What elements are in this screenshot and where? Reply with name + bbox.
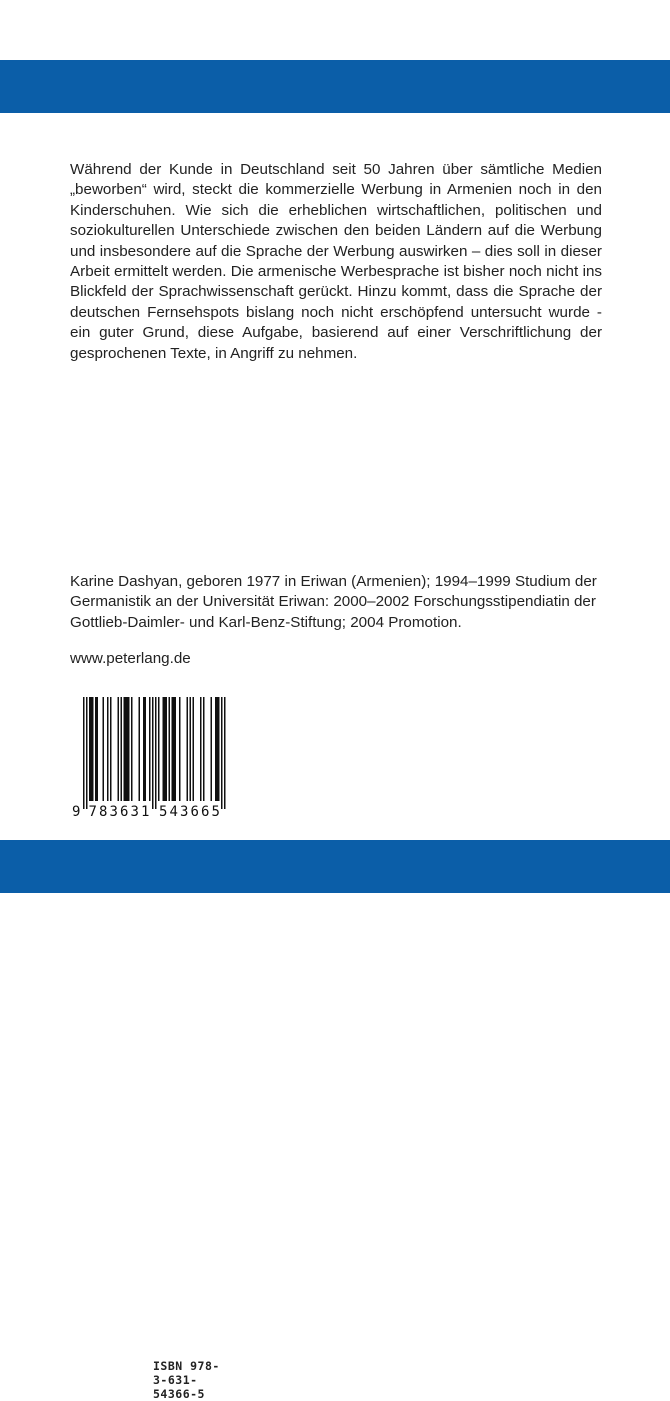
barcode-bar xyxy=(190,697,192,801)
barcode-bar xyxy=(118,697,120,801)
barcode-digit: 5 xyxy=(159,804,168,820)
barcode-digit: 6 xyxy=(201,804,210,820)
isbn-barcode xyxy=(70,678,230,1401)
barcode-bar xyxy=(163,697,165,801)
isbn-label: ISBN 978-3-631-54366-5 xyxy=(153,1359,220,1401)
barcode-bar xyxy=(131,697,133,801)
barcode-bar xyxy=(128,697,130,801)
barcode-bar xyxy=(125,697,127,801)
barcode-bar xyxy=(152,697,154,809)
barcode-bar xyxy=(221,697,223,809)
barcode-digit: 6 xyxy=(120,804,129,820)
barcode-bar xyxy=(107,697,109,801)
bottom-color-band xyxy=(0,840,670,893)
barcode-bar xyxy=(211,697,213,801)
barcode-bar xyxy=(203,697,205,801)
top-color-band xyxy=(0,60,670,113)
barcode-bar xyxy=(97,697,99,801)
barcode-bar xyxy=(224,697,226,809)
barcode-bar xyxy=(155,697,157,809)
barcode-bar xyxy=(95,697,97,801)
barcode-bar xyxy=(158,697,160,801)
barcode-bar xyxy=(127,697,129,801)
barcode-bar xyxy=(145,697,147,801)
barcode-bar xyxy=(175,697,177,801)
barcode-digit: 3 xyxy=(130,804,139,820)
barcode-digit: 5 xyxy=(211,804,220,820)
barcode-bar xyxy=(217,697,219,801)
author-bio: Karine Dashyan, geboren 1977 in Eriwan (Armenien); 1994–1999 Studium der Germanistik an der Universität Eriwan: 2000–2002 Forschungsstipendiatin der Gottlieb-Daimler- und Karl-Benz-Stiftung; 2004 Promotion. xyxy=(70,573,597,631)
barcode-digit: 1 xyxy=(141,804,150,820)
barcode-bar xyxy=(92,697,94,801)
book-blurb: Während der Kunde in Deutschland seit 50 Jahren über sämtliche Medien „beworben“ wird, steckt die kommerzielle Werbung in Armenien noch in den Kinderschuhen. Wie sich die erheblichen wirtschaftlichen, politischen und soziokulturellen Unterschiede zwischen den beiden Ländern auf die Werbung und insbesondere auf die Sprache der Werbung auswirken – dies soll in dieser Arbeit ermittelt werden. Die armenische Werbesprache ist bisher noch nicht ins Blickfeld der Sprachwissenschaft gerückt. Hinzu kommt, dass die Sprache der deutschen Fernsehspots bislang noch nicht erschöpfend untersucht wurde - ein guter Grund, diese Aufgabe, basierend auf einer Verschriftlichung der gesprochenen Texte, in Angriff zu nehmen. xyxy=(70,161,602,362)
barcode-bar xyxy=(139,697,141,801)
publisher-website: www.peterlang.de xyxy=(70,650,191,667)
barcode-bar xyxy=(149,697,151,801)
barcode-bar xyxy=(103,697,105,801)
barcode-digit: 6 xyxy=(190,804,199,820)
barcode-digit: 3 xyxy=(180,804,189,820)
barcode-bar xyxy=(86,697,88,809)
barcode-bar xyxy=(166,697,168,801)
barcode-bar xyxy=(143,697,145,801)
barcode-bar xyxy=(173,697,175,801)
barcode-bar xyxy=(83,697,85,809)
barcode-bar xyxy=(172,697,174,801)
barcode-bar xyxy=(218,697,220,801)
barcode-bar xyxy=(124,697,126,801)
barcode-bar xyxy=(91,697,93,801)
barcode-bar xyxy=(121,697,123,801)
barcode-bar xyxy=(169,697,171,801)
barcode-bar xyxy=(179,697,181,801)
barcode-digit: 4 xyxy=(169,804,178,820)
barcode-digit: 7 xyxy=(88,804,97,820)
barcode-digit: 9 xyxy=(72,804,81,820)
barcode-bars xyxy=(70,678,230,828)
barcode-digit: 3 xyxy=(109,804,118,820)
barcode-bar xyxy=(89,697,91,801)
barcode-bar xyxy=(110,697,112,801)
barcode-bar xyxy=(164,697,166,801)
barcode-bar xyxy=(200,697,202,801)
barcode-bar xyxy=(187,697,189,801)
barcode-digit: 8 xyxy=(99,804,108,820)
barcode-bar xyxy=(193,697,195,801)
barcode-bar xyxy=(215,697,217,801)
